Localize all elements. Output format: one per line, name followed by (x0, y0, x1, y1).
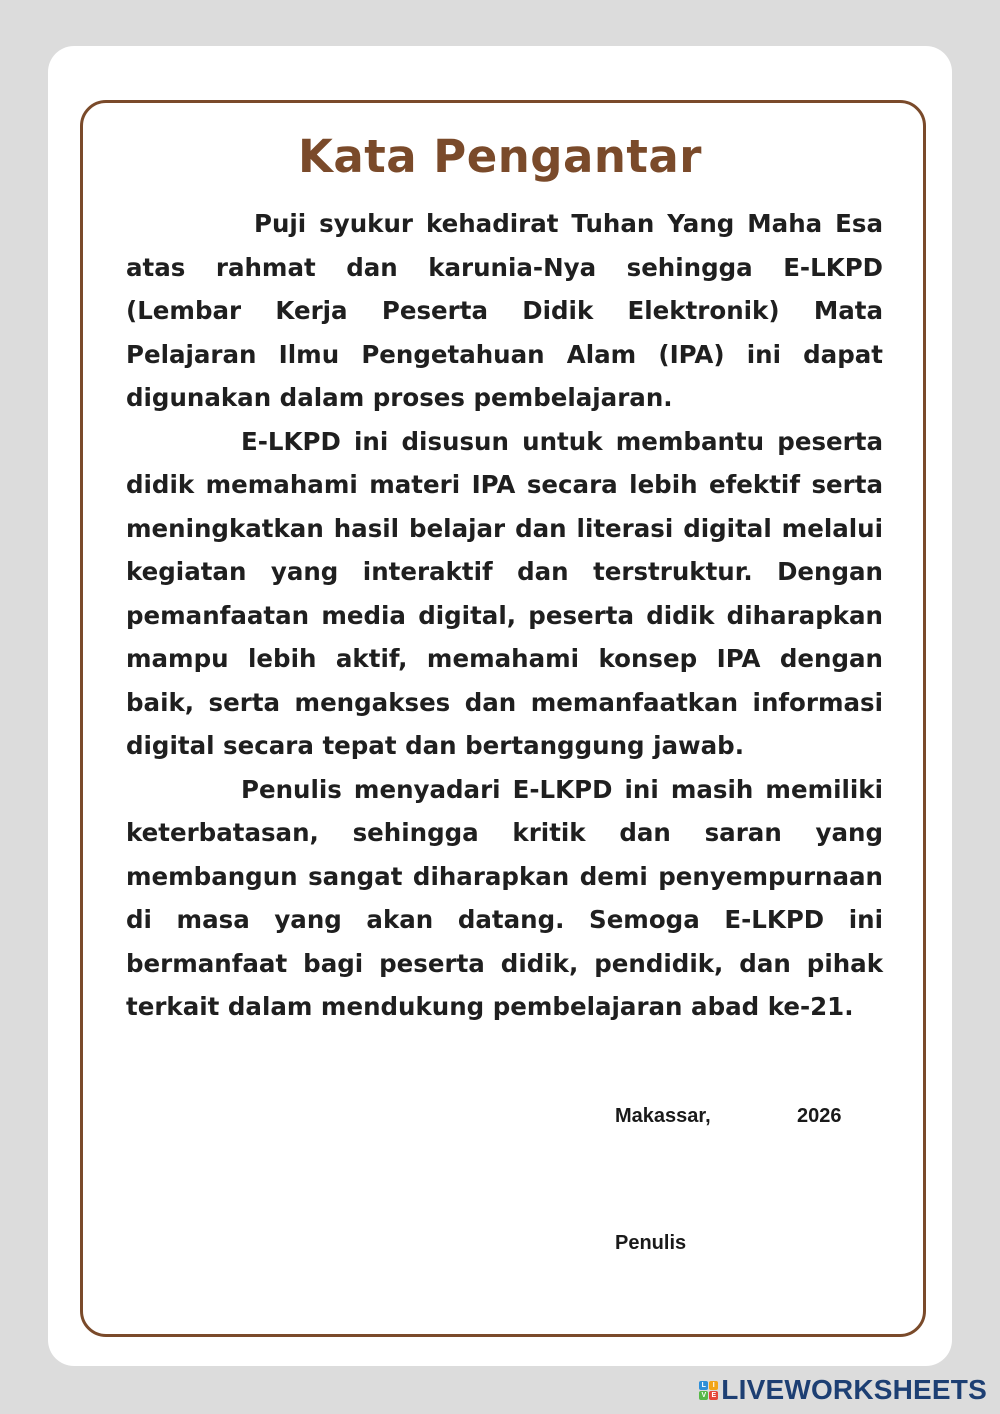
logo-letter-i: I (709, 1381, 718, 1390)
signature-author: Penulis (615, 1232, 687, 1254)
logo-letter-l: L (699, 1381, 708, 1390)
signature-year: 2026 (797, 1105, 842, 1127)
paragraph-2: E-LKPD ini disusun untuk membantu peserta didik memahami materi IPA secara lebih efektif serta meningkatkan hasil belajar dan literasi digital melalui kegiatan yang interaktif dan terstruktur. Dengan pemanfaatan media digital, peserta didik diharapkan mampu lebih aktif, memahami konsep IPA dengan baik, serta mengakses dan memanfaatkan informasi digital secara tepat dan bertanggung jawab. (126, 426, 883, 760)
body-text (126, 202, 883, 1029)
brand-name: LIVEWORKSHEETS (721, 1374, 987, 1405)
paragraph-3: Penulis menyadari E-LKPD ini masih memiliki keterbatasan, sehingga kritik dan saran yang membangun sangat diharapkan demi penyempurnaan di masa yang akan datang. Semoga E-LKPD ini bermanfaat bagi peserta didik, pendidik, dan pihak terkait dalam mendukung pembelajaran abad ke-21. (126, 774, 883, 1021)
paragraph-1: Puji syukur kehadirat Tuhan Yang Maha Esa atas rahmat dan karunia-Nya sehingga E-LKPD (Lembar Kerja Peserta Didik Elektronik) Mata Pelajaran Ilmu Pengetahuan Alam (IPA) ini dapat digunakan dalam proses pembelajaran. (126, 209, 883, 412)
signature-place: Makassar, (615, 1105, 711, 1127)
liveworksheets-logo-icon (699, 1381, 718, 1400)
logo-letter-v: V (699, 1391, 708, 1400)
page-title: Kata Pengantar (297, 130, 702, 183)
liveworksheets-footer[interactable] (699, 1374, 987, 1406)
logo-letter-e: E (709, 1391, 718, 1400)
